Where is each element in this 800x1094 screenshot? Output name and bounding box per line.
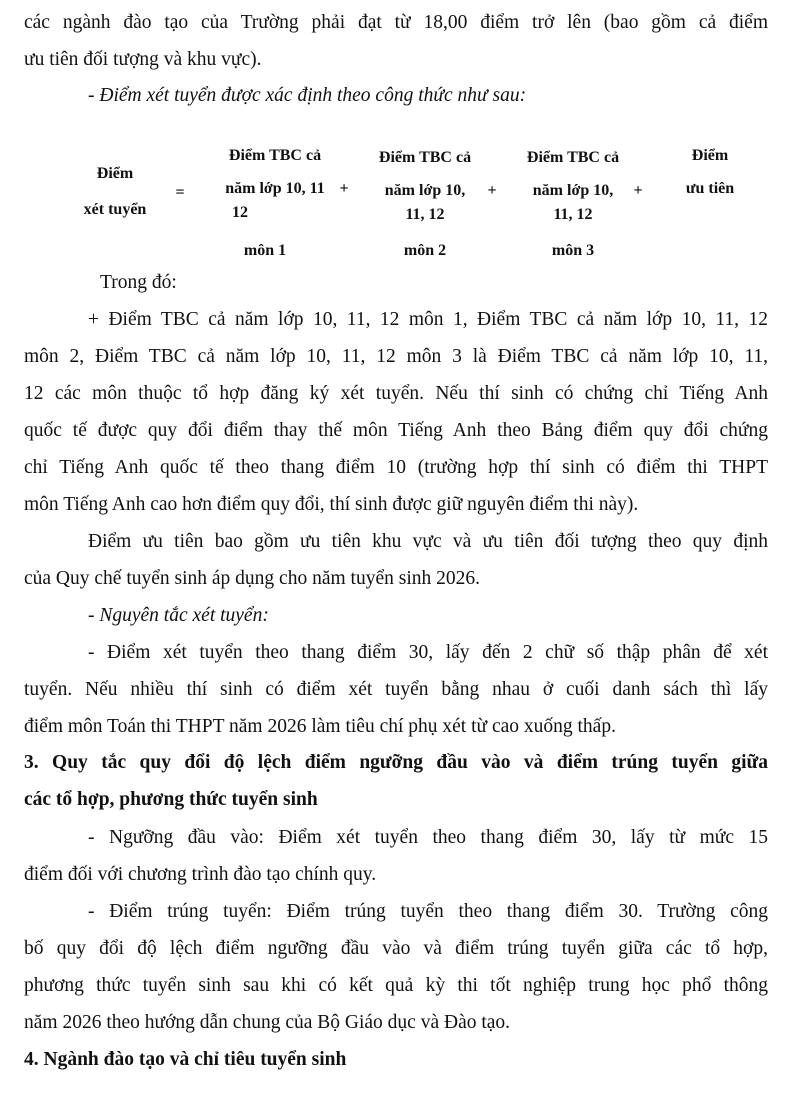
term3-line1: Điểm TBC cả	[526, 149, 620, 166]
term2-line1: Điểm TBC cả	[378, 149, 472, 166]
section-heading-3: 3. Quy tắc quy đổi độ lệch điểm ngưỡng đầu vào và điểm trúng tuyển giữa	[24, 752, 768, 773]
term3-line3: 11, 12	[553, 206, 593, 223]
paragraph-line: tuyển. Nếu nhiều thí sinh có điểm xét tuyển bằng nhau ở cuối danh sách thì lấy	[24, 679, 768, 700]
formula-equals: =	[175, 184, 185, 201]
term2-line3: 11, 12	[405, 206, 445, 223]
intro-line: ưu tiên đối tượng và khu vực).	[24, 49, 262, 70]
paragraph-line: 12 các môn thuộc tổ hợp đăng ký xét tuyển. Nếu thí sinh có chứng chỉ Tiếng Anh	[24, 383, 768, 404]
paragraph-line: của Quy chế tuyển sinh áp dụng cho năm tuyển sinh 2026.	[24, 568, 480, 589]
paragraph-line: + Điểm TBC cả năm lớp 10, 11, 12 môn 1, Điểm TBC cả năm lớp 10, 11, 12	[88, 309, 768, 330]
paragraph-line: - Điểm xét tuyển theo thang điểm 30, lấy đến 2 chữ số thập phân để xét	[88, 642, 768, 663]
formula-plus: +	[633, 182, 643, 199]
paragraph-line: phương thức tuyển sinh sau khi có kết quả kỳ thi tốt nghiệp trung học phổ thông	[24, 975, 768, 996]
paragraph-line: bố quy đổi độ lệch điểm ngưỡng đầu vào và điểm trúng tuyển giữa các tổ hợp,	[24, 938, 768, 959]
paragraph-line: quốc tế được quy đổi điểm thay thế môn Tiếng Anh theo Bảng điểm quy đổi chứng	[24, 420, 768, 441]
term1-line4: môn 1	[243, 242, 287, 259]
term3-line4: môn 3	[551, 242, 595, 259]
intro-line: các ngành đào tạo của Trường phải đạt từ 18,00 điểm trở lên (bao gồm cả điểm	[24, 12, 768, 33]
formula-plus: +	[487, 182, 497, 199]
term1-line1: Điểm TBC cả	[228, 147, 322, 164]
formula-plus: +	[339, 180, 349, 197]
paragraph-line: - Ngưỡng đầu vào: Điểm xét tuyển theo thang điểm 30, lấy từ mức 15	[88, 827, 768, 848]
term2-line4: môn 2	[403, 242, 447, 259]
term4-line1: Điểm	[691, 147, 729, 164]
term1-line2: năm lớp 10, 11	[225, 180, 325, 197]
section-heading-4: 4. Ngành đào tạo và chỉ tiêu tuyển sinh	[24, 1049, 347, 1070]
paragraph-line: Điểm ưu tiên bao gồm ưu tiên khu vực và ưu tiên đối tượng theo quy định	[88, 531, 768, 552]
paragraph-line: chỉ Tiếng Anh quốc tế theo thang điểm 10 (trường hợp thí sinh có điểm thi THPT	[24, 457, 768, 478]
paragraph-line: năm 2026 theo hướng dẫn chung của Bộ Giáo dục và Đào tạo.	[24, 1012, 511, 1033]
term1-line3: 12	[232, 204, 248, 221]
formula-lhs-line1: Điểm	[96, 165, 134, 182]
section-heading-3: các tổ hợp, phương thức tuyển sinh	[24, 789, 318, 810]
term2-line2: năm lớp 10,	[384, 182, 466, 199]
paragraph-line: điểm môn Toán thi THPT năm 2026 làm tiêu chí phụ xét từ cao xuống thấp.	[24, 716, 616, 737]
formula-intro: - Điểm xét tuyển được xác định theo công thức như sau:	[88, 85, 527, 106]
formula-lhs-line2: xét tuyển	[83, 201, 147, 218]
paragraph-line: môn Tiếng Anh cao hơn điểm quy đổi, thí sinh được giữ nguyên điểm thi này).	[24, 494, 639, 515]
nguyen-tac-label: - Nguyên tắc xét tuyển:	[88, 605, 269, 626]
paragraph-line: môn 2, Điểm TBC cả năm lớp 10, 11, 12 môn 3 là Điểm TBC cả năm lớp 10, 11,	[24, 346, 768, 367]
paragraph-line: điểm đối với chương trình đào tạo chính quy.	[24, 864, 377, 885]
term3-line2: năm lớp 10,	[532, 182, 614, 199]
trong-do-label: Trong đó:	[100, 272, 177, 293]
paragraph-line: - Điểm trúng tuyển: Điểm trúng tuyển theo thang điểm 30. Trường công	[88, 901, 768, 922]
term4-line2: ưu tiên	[685, 180, 735, 197]
